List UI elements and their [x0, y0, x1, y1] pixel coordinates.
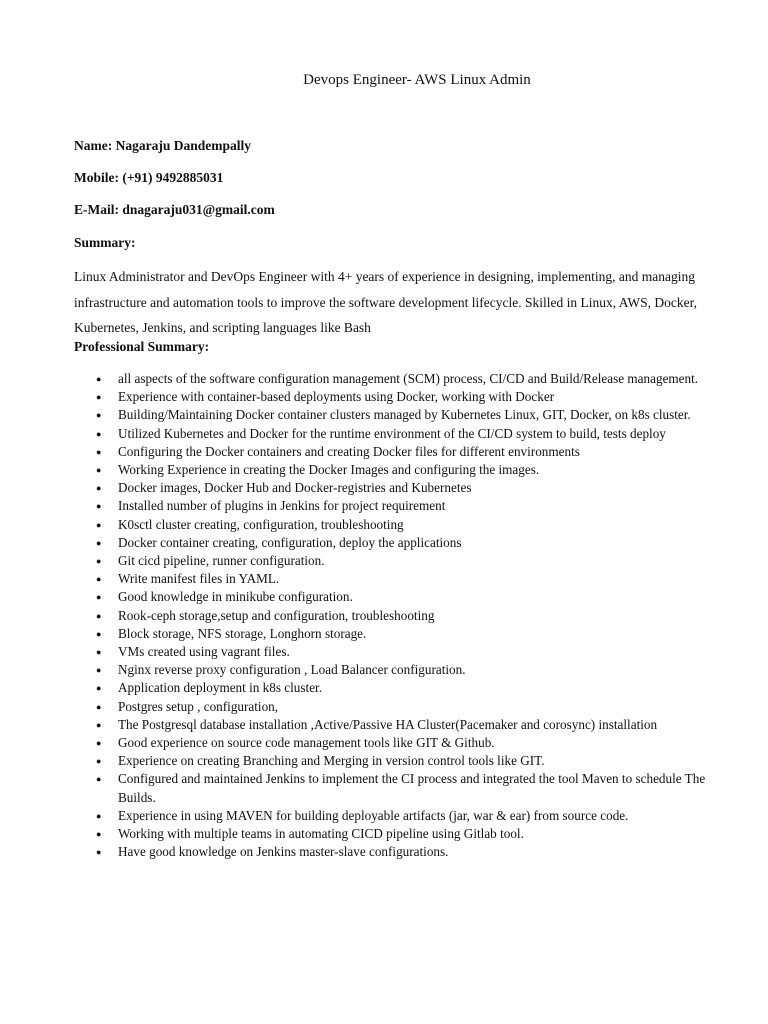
summary-paragraph: Linux Administrator and DevOps Engineer with 4+ years of experience in designing, implementing, and managing infrastructure and automation tools to improve the software development lifecycle. Skilled in Linux, AWS, Docker, Kubernetes, Jenkins, and scripting languages like Bash [74, 269, 697, 335]
list-item-text: all aspects of the software configuration management (SCM) process, CI/CD and Build/Release management. [118, 371, 699, 386]
bullet-icon: ● [96, 410, 102, 421]
bullet-icon: ● [96, 829, 102, 840]
bullet-icon: ● [96, 719, 102, 730]
bullet-icon: ● [96, 374, 102, 384]
list-item [96, 370, 728, 388]
bullet-icon: ● [96, 519, 102, 530]
email-line: E-Mail: dnagaraju031@gmail.com [74, 202, 275, 217]
list-item [96, 588, 728, 606]
professional-summary-list [96, 370, 728, 861]
name-line: Name: Nagaraju Dandempally [74, 138, 251, 153]
list-item-text: Experience with container-based deployments using Docker, working with Docker [118, 389, 555, 405]
list-item [96, 716, 728, 734]
bullet-icon: ● [96, 756, 102, 767]
list-item-text: Application deployment in k8s cluster. [118, 680, 323, 696]
list-item-text: Git cicd pipeline, runner configuration. [118, 553, 325, 569]
list-item [96, 661, 728, 679]
bullet-icon: ● [96, 810, 102, 821]
list-item-text: Working with multiple teams in automating CICD pipeline using Gitlab tool. [118, 826, 524, 842]
list-item-text: Experience in using MAVEN for building deployable artifacts (jar, war & ear) from source code. [118, 807, 629, 823]
bullet-icon: ● [96, 774, 102, 785]
list-item [96, 679, 728, 697]
list-item [96, 825, 728, 843]
bullet-icon: ● [96, 446, 102, 457]
list-item [96, 406, 728, 424]
bullet-icon: ● [96, 610, 102, 621]
list-item-text: Docker container creating, configuration, deploy the applications [118, 534, 462, 550]
list-item-text: Installed number of plugins in Jenkins for project requirement [118, 498, 446, 514]
bullet-icon: ● [96, 574, 102, 585]
list-item [96, 497, 728, 515]
list-item [96, 752, 728, 770]
list-item [96, 843, 728, 861]
bullet-icon: ● [96, 701, 102, 712]
professional-summary-heading: Professional Summary: [74, 339, 210, 354]
bullet-icon: ● [96, 847, 102, 858]
list-item [96, 443, 728, 461]
list-item [96, 698, 728, 716]
list-item [96, 461, 728, 479]
list-item-text: Rook-ceph storage,setup and configuration, troubleshooting [118, 607, 435, 623]
bullet-icon: ● [96, 628, 102, 639]
list-item [96, 516, 728, 534]
list-item-text: Postgres setup , configuration, [118, 698, 279, 714]
list-item [96, 770, 728, 806]
bullet-icon: ● [96, 428, 102, 439]
document-title: Devops Engineer- AWS Linux Admin [303, 72, 531, 88]
list-item-text: Nginx reverse proxy configuration , Load Balancer configuration. [118, 662, 466, 678]
summary-heading: Summary: [74, 235, 136, 250]
list-item-text: Docker images, Docker Hub and Docker-registries and Kubernetes [118, 480, 472, 496]
list-item-text: Have good knowledge on Jenkins master-slave configurations. [118, 844, 449, 860]
list-item [96, 534, 728, 552]
bullet-icon: ● [96, 683, 102, 694]
bullet-icon: ● [96, 665, 102, 676]
list-item-text: Good experience on source code management tools like GIT & Github. [118, 735, 495, 751]
bullet-icon: ● [96, 465, 102, 476]
bullet-icon: ● [96, 537, 102, 548]
list-item-text: Experience on creating Branching and Merging in version control tools like GIT. [118, 753, 545, 769]
list-item [96, 552, 728, 570]
list-item [96, 625, 728, 643]
bullet-icon: ● [96, 738, 102, 749]
bullet-icon: ● [96, 392, 102, 403]
bullet-icon: ● [96, 592, 102, 603]
list-item [96, 807, 728, 825]
list-item-text: The Postgresql database installation ,Active/Passive HA Cluster(Pacemaker and corosync) installation [118, 716, 658, 732]
list-item [96, 734, 728, 752]
bullet-icon: ● [96, 501, 102, 512]
list-item [96, 643, 728, 661]
list-item-text: VMs created using vagrant files. [118, 644, 290, 660]
list-item-text: Good knowledge in minikube configuration. [118, 589, 353, 605]
list-item [96, 607, 728, 625]
bullet-icon: ● [96, 647, 102, 658]
list-item-text: Configuring the Docker containers and creating Docker files for different environments [118, 443, 580, 459]
bullet-icon: ● [96, 556, 102, 567]
list-item-text: Block storage, NFS storage, Longhorn storage. [118, 625, 367, 641]
bullet-icon: ● [96, 483, 102, 494]
list-item-text: Utilized Kubernetes and Docker for the runtime environment of the CI/CD system to build, tests deploy [118, 425, 666, 441]
list-item [96, 388, 728, 406]
list-item [96, 570, 728, 588]
list-item-text: Write manifest files in YAML. [118, 571, 280, 587]
list-item-text: K0sctl cluster creating, configuration, troubleshooting [118, 516, 404, 532]
list-item-text: Configured and maintained Jenkins to implement the CI process and integrated the tool Maven to schedule The Builds. [118, 771, 706, 805]
list-item-text: Working Experience in creating the Docker Images and configuring the images. [118, 462, 540, 478]
mobile-line: Mobile: (+91) 9492885031 [74, 170, 224, 185]
list-item-text: Building/Maintaining Docker container clusters managed by Kubernetes Linux, GIT, Docker, on k8s cluster. [118, 407, 691, 423]
list-item [96, 425, 728, 443]
list-item [96, 479, 728, 497]
